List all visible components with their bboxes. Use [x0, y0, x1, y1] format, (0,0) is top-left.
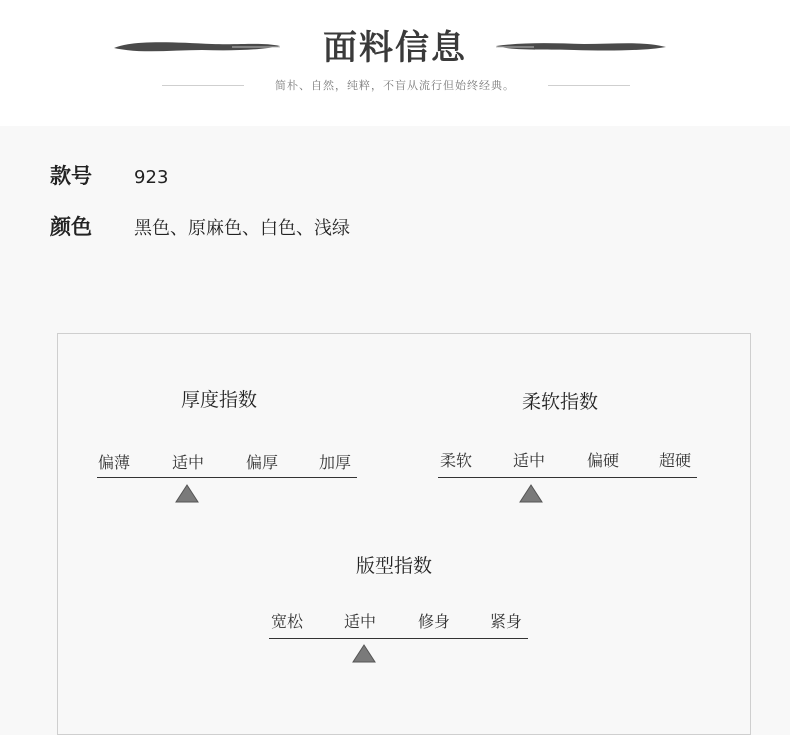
fit-option: 适中 [344, 612, 377, 631]
style-number-row [50, 160, 168, 190]
softness-option: 适中 [513, 451, 546, 470]
right-brush-stroke [494, 36, 668, 58]
fit-option: 宽松 [271, 612, 304, 631]
color-value: 黑色、原麻色、白色、浅绿 [134, 218, 351, 239]
softness-scale-line [438, 477, 697, 478]
softness-index-title: 柔软指数 [522, 391, 599, 413]
fit-marker-triangle-icon [352, 644, 376, 663]
softness-marker-triangle-icon [519, 484, 543, 503]
fit-option: 修身 [418, 612, 451, 631]
page-title: 面料信息 [323, 28, 467, 68]
thickness-option: 偏厚 [246, 453, 279, 472]
softness-option: 超硬 [659, 451, 692, 470]
thickness-option: 加厚 [319, 453, 352, 472]
softness-option: 柔软 [440, 451, 473, 470]
style-number-label: 款号 [50, 164, 92, 188]
fit-option: 紧身 [490, 612, 523, 631]
fit-index-title: 版型指数 [356, 555, 433, 577]
page-subtitle: 简朴、自然，纯粹，不盲从流行但始终经典。 [275, 79, 515, 92]
thickness-marker-triangle-icon [175, 484, 199, 503]
header-banner [0, 0, 790, 126]
thickness-scale-line [97, 477, 357, 478]
color-row [50, 211, 350, 241]
style-number-value: 923 [134, 167, 169, 188]
thickness-option: 适中 [172, 453, 205, 472]
thickness-option: 偏薄 [98, 453, 131, 472]
fabric-index-panel [57, 333, 751, 735]
softness-option: 偏硬 [587, 451, 620, 470]
subtitle-right-rule [548, 85, 630, 86]
color-label: 颜色 [50, 215, 92, 239]
fit-scale-line [269, 638, 528, 639]
thickness-index-title: 厚度指数 [181, 389, 258, 411]
